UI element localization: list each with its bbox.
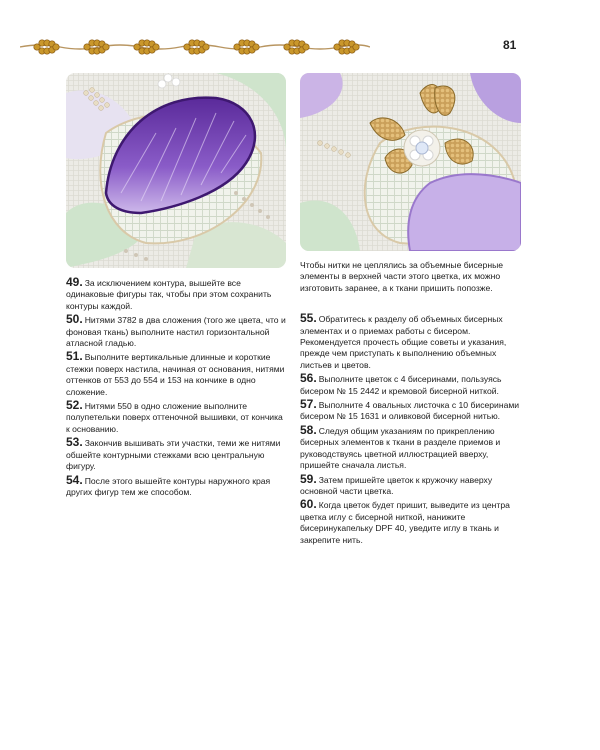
step-54: 54. После этого вышейте контуры наружного края других фигур тем же способом.: [66, 472, 271, 497]
beading-intro-note: Чтобы нитки не цеплялись за объемные бисерные элементы в верхней части этого цветка, их можно изготовить заранее, а к ткани пришить попозже.: [300, 260, 504, 293]
bead-cluster: [184, 40, 209, 54]
embroidery-photo-right: [300, 73, 521, 251]
embroidery-photo-left: [66, 73, 286, 268]
bead-cluster: [234, 40, 259, 54]
beaded-flower-illustration: [300, 73, 521, 251]
bead-cluster: [34, 40, 59, 54]
purple-flower-illustration: [66, 73, 286, 268]
step-50: 50. Нитями 3782 в два сложения (того же цвета, что и фоновая ткань) выполните настил горизонтальной атласной гладью.: [66, 312, 286, 349]
step-51: 51. Выполните вертикальные длинные и короткие стежки поверх настила, начиная от основания, нитями оттенков от 553 до 554 и 153 на кончике в одно сложение.: [66, 349, 285, 397]
page-number: 81: [503, 38, 517, 52]
step-55: 55. Обратитесь к разделу об объемных бисерных элементах и о приемах работы с бисером. Рекомендуется прочесть общие советы и указания, прежде чем приступать к выполнению объемных листьев и цветов.: [300, 311, 507, 370]
step-57: 57. Выполните 4 овальных листочка с 10 бисеринами бисером № 15 1631 и оливковой бисерной нитью.: [300, 397, 520, 422]
instructions-left-column: [66, 277, 288, 500]
step-59: 59. Затем пришейте цветок к кружочку наверху основной части цветка.: [300, 471, 493, 496]
bead-garland-decoration: [20, 36, 370, 58]
bead-cluster: [334, 40, 359, 54]
step-60: 60. Когда цветок будет пришит, выведите из центра цветка иглу с бисерной ниткой, нанижите бисеринукапельку DPF 40, уведите иглу в ткань и закрепите нить.: [300, 497, 510, 545]
step-58: 58. Следуя общим указаниям по прикреплению бисерных элементов к ткани в разделе приемов и руководствуясь цветной иллюстрацией вверху, пришейте сначала листья.: [300, 422, 501, 471]
instructions-right-column: [300, 260, 522, 548]
step-52: 52. Нитями 550 в одно сложение выполните полупетельки поверх оттеночной вышивки, от кончика к основанию.: [66, 398, 283, 434]
step-56: 56. Выполните цветок с 4 бисеринами, пользуясь бисером № 15 2442 и кремовой бисерной ниткой.: [300, 371, 502, 396]
step-49: 49. За исключением контура, вышейте все одинаковые фигуры так, чтобы при этом сохранить контуры каждой.: [66, 275, 272, 311]
step-53: 53. Закончив вышивать эти участки, теми же нитями обшейте контурными стежками всю центральную фигуру.: [66, 435, 281, 472]
bead-cluster: [134, 40, 159, 54]
